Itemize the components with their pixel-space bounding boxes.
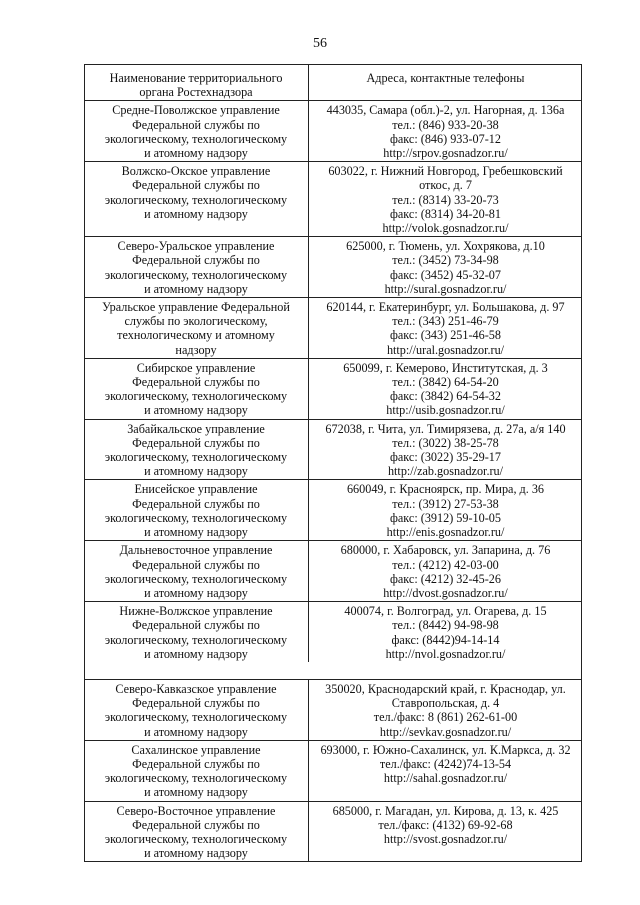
contacts-cell — [309, 359, 582, 419]
agency-name-cell — [84, 741, 309, 801]
agency-name-line: Нижне-Волжское управление — [119, 604, 273, 619]
agency-name-line: Федеральной службы по — [132, 496, 260, 511]
agency-name-line: экологическому, технологическому — [104, 450, 288, 465]
contacts-line: 443035, Самара (обл.)-2, ул. Нагорная, д. 136а — [326, 103, 565, 118]
contacts-line: факс: (3842) 64-54-32 — [390, 389, 501, 404]
agency-name-line: Волжско-Окское управление — [121, 164, 271, 179]
contacts-line: http://svost.gosnadzor.ru/ — [383, 831, 508, 846]
contacts-line: тел.: (3842) 64-54-20 — [392, 375, 499, 390]
agency-name-line: технологическому и атомному — [117, 328, 275, 343]
contacts-line: http://srpov.gosnadzor.ru/ — [383, 146, 508, 161]
agency-name-line: экологическому, технологическому — [104, 632, 288, 647]
contacts-line: http://volok.gosnadzor.ru/ — [382, 221, 509, 236]
table-row — [84, 540, 582, 601]
contacts-line: тел./факс: (4132) 69-92-68 — [378, 817, 513, 832]
agency-name-line: Федеральной службы по — [132, 253, 260, 268]
agency-name-line: и атомному надзору — [144, 724, 248, 739]
agency-name-line: Северо-Кавказское управление — [115, 681, 277, 696]
contacts-line: факс: (846) 933-07-12 — [390, 131, 501, 146]
agency-name-cell — [84, 237, 309, 297]
header-name-column — [84, 65, 309, 100]
agency-name-line: Федеральной службы по — [132, 618, 260, 633]
agency-name-line: Северо-Восточное управление — [116, 803, 276, 818]
contacts-line: факс: (3452) 45-32-07 — [390, 267, 501, 282]
agency-name-line: и атомному надзору — [144, 146, 248, 161]
agency-name-cell — [84, 298, 309, 358]
contacts-line: тел.: (8442) 94-98-98 — [392, 618, 499, 633]
contacts-line: http://enis.gosnadzor.ru/ — [386, 525, 505, 540]
agency-name-line: Федеральной службы по — [132, 696, 260, 711]
agency-name-line: Сибирское управление — [136, 360, 256, 375]
agency-name-line: экологическому, технологическому — [104, 710, 288, 725]
agency-name-cell — [84, 541, 309, 601]
table-body — [84, 100, 582, 861]
contacts-line: факс: (3022) 35-29-17 — [390, 450, 501, 465]
contacts-line: Ставропольская, д. 4 — [391, 696, 500, 711]
contacts-line: 625000, г. Тюмень, ул. Хохрякова, д.10 — [346, 239, 545, 254]
header-contacts-column — [309, 65, 582, 100]
contacts-line: http://sevkav.gosnadzor.ru/ — [379, 724, 512, 739]
agency-name-cell — [84, 602, 309, 662]
agency-name-line: экологическому, технологическому — [104, 571, 288, 586]
contacts-line: факс: (8314) 34-20-81 — [390, 206, 501, 221]
agency-name-line: экологическому, технологическому — [104, 831, 288, 846]
contacts-line: 650099, г. Кемерово, Институтская, д. 3 — [343, 360, 548, 375]
agency-name-line: Северо-Уральское управление — [117, 239, 275, 254]
table-row — [84, 161, 582, 236]
table-bottom-border — [84, 861, 582, 862]
contacts-line: тел./факс: 8 (861) 262-61-00 — [373, 710, 518, 725]
table-row — [84, 297, 582, 358]
contacts-line: тел.: (846) 933-20-38 — [392, 117, 499, 132]
contacts-cell — [309, 802, 582, 862]
contacts-line: 620144, г. Екатеринбург, ул. Большакова, д. 97 — [326, 300, 565, 315]
agency-name-line: надзору — [175, 342, 217, 357]
contacts-line: 660049, г. Красноярск, пр. Мира, д. 36 — [346, 482, 545, 497]
agency-name-line: Федеральной службы по — [132, 117, 260, 132]
agency-table — [84, 64, 582, 862]
contacts-line: 350020, Краснодарский край, г. Краснодар, ул. — [325, 681, 566, 696]
agency-name-line: экологическому, технологическому — [104, 510, 288, 525]
header-name-line: Наименование территориального — [109, 71, 283, 85]
contacts-cell — [309, 480, 582, 540]
table-row — [84, 419, 582, 480]
agency-name-cell — [84, 802, 309, 862]
contacts-line: 672038, г. Чита, ул. Тимирязева, д. 27а, а/я 140 — [325, 421, 566, 436]
contacts-line: http://usib.gosnadzor.ru/ — [386, 403, 505, 418]
agency-name-line: и атомному надзору — [144, 206, 248, 221]
contacts-line: http://sural.gosnadzor.ru/ — [384, 281, 507, 296]
agency-name-line: и атомному надзору — [144, 585, 248, 600]
header-contacts-line: Адреса, контактные телефоны — [366, 71, 525, 85]
contacts-line: тел.: (3452) 73-34-98 — [392, 253, 499, 268]
agency-name-line: Забайкальское управление — [127, 421, 265, 436]
agency-name-line: и атомному надзору — [144, 464, 248, 479]
agency-name-line: и атомному надзору — [144, 846, 248, 861]
contacts-cell — [309, 602, 582, 662]
contacts-line: http://nvol.gosnadzor.ru/ — [385, 646, 506, 661]
contacts-cell — [309, 741, 582, 801]
agency-name-line: экологическому, технологическому — [104, 267, 288, 282]
agency-name-line: экологическому, технологическому — [104, 131, 288, 146]
agency-name-cell — [84, 680, 309, 740]
agency-name-line: и атомному надзору — [144, 525, 248, 540]
contacts-line: 685000, г. Магадан, ул. Кирова, д. 13, к. 425 — [332, 803, 559, 818]
contacts-line: откос, д. 7 — [419, 178, 472, 193]
table-row — [84, 679, 582, 740]
table-row — [84, 801, 582, 862]
contacts-cell — [309, 680, 582, 740]
header-name-line: органа Ростехнадзора — [139, 85, 253, 100]
agency-name-line: Средне-Поволжское управление — [112, 103, 280, 118]
agency-name-line: Федеральной службы по — [132, 817, 260, 832]
agency-name-line: и атомному надзору — [144, 785, 248, 800]
contacts-cell — [309, 541, 582, 601]
agency-name-line: Федеральной службы по — [132, 435, 260, 450]
agency-name-line: Енисейское управление — [134, 482, 258, 497]
agency-name-line: и атомному надзору — [144, 281, 248, 296]
contacts-line: http://sahal.gosnadzor.ru/ — [383, 771, 508, 786]
table-row — [84, 236, 582, 297]
agency-name-line: Федеральной службы по — [132, 178, 260, 193]
agency-name-line: Дальневосточное управление — [119, 543, 273, 558]
contacts-line: http://dvost.gosnadzor.ru/ — [383, 585, 508, 600]
contacts-line: факс: (4212) 32-45-26 — [390, 571, 501, 586]
contacts-line: факс: (343) 251-46-58 — [390, 328, 501, 343]
contacts-line: http://zab.gosnadzor.ru/ — [387, 464, 504, 479]
agency-name-cell — [84, 101, 309, 161]
contacts-cell — [309, 298, 582, 358]
agency-name-line: Уральское управление Федеральной — [102, 300, 290, 315]
agency-name-line: и атомному надзору — [144, 646, 248, 661]
contacts-line: тел.: (4212) 42-03-00 — [392, 557, 499, 572]
table-row — [84, 601, 582, 662]
contacts-cell — [309, 162, 582, 236]
agency-name-line: Федеральной службы по — [132, 375, 260, 390]
agency-name-cell — [84, 162, 309, 236]
agency-name-line: службы по экологическому, — [124, 314, 268, 329]
contacts-line: тел./факс: (4242)74-13-54 — [379, 756, 512, 771]
contacts-line: 400074, г. Волгоград, ул. Огарева, д. 15 — [344, 604, 547, 619]
agency-name-line: Сахалинское управление — [131, 742, 261, 757]
table-row — [84, 358, 582, 419]
agency-name-line: и атомному надзору — [144, 403, 248, 418]
contacts-line: тел.: (8314) 33-20-73 — [392, 192, 499, 207]
agency-name-cell — [84, 359, 309, 419]
contacts-cell — [309, 420, 582, 480]
contacts-line: тел.: (3912) 27-53-38 — [392, 496, 499, 511]
contacts-line: 693000, г. Южно-Сахалинск, ул. К.Маркса, д. 32 — [320, 742, 571, 757]
table-header-row — [84, 64, 582, 100]
contacts-line: факс: (3912) 59-10-05 — [390, 510, 501, 525]
agency-name-cell — [84, 420, 309, 480]
agency-name-line: экологическому, технологическому — [104, 389, 288, 404]
page-gap — [84, 662, 582, 679]
contacts-cell — [309, 101, 582, 161]
contacts-line: 603022, г. Нижний Новгород, Гребешковский — [328, 164, 563, 179]
contacts-cell — [309, 237, 582, 297]
agency-name-cell — [84, 480, 309, 540]
table-row — [84, 100, 582, 161]
contacts-line: тел.: (3022) 38-25-78 — [392, 435, 499, 450]
page-number: 56 — [313, 36, 327, 51]
agency-name-line: экологическому, технологическому — [104, 192, 288, 207]
contacts-line: тел.: (343) 251-46-79 — [392, 314, 499, 329]
agency-name-line: Федеральной службы по — [132, 557, 260, 572]
agency-name-line: Федеральной службы по — [132, 756, 260, 771]
contacts-line: 680000, г. Хабаровск, ул. Запарина, д. 76 — [340, 543, 551, 558]
table-row — [84, 740, 582, 801]
table-row — [84, 479, 582, 540]
agency-name-line: экологическому, технологическому — [104, 771, 288, 786]
contacts-line: факс: (8442)94-14-14 — [391, 632, 500, 647]
contacts-line: http://ural.gosnadzor.ru/ — [386, 342, 505, 357]
